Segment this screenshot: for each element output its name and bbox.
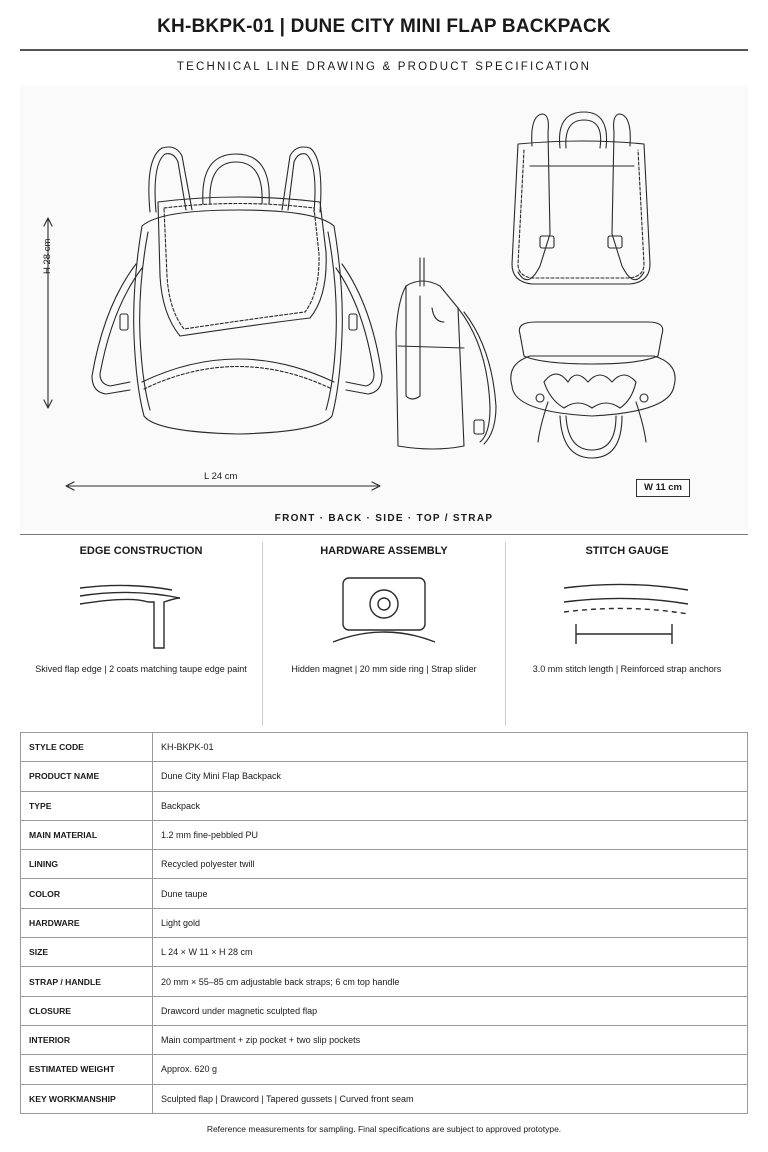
drawing-divider [20, 534, 748, 535]
table-row [21, 733, 748, 762]
side-view-drawing [396, 258, 496, 449]
table-row [21, 791, 748, 820]
table-row [21, 1055, 748, 1084]
spec-key: COLOR [21, 879, 153, 908]
page-subtitle: TECHNICAL LINE DRAWING & PRODUCT SPECIFICATION [176, 61, 592, 73]
stitch-gauge-icon [506, 574, 748, 654]
table-row [21, 938, 748, 967]
detail-title: STITCH GAUGE [585, 545, 669, 557]
back-view-drawing [512, 112, 650, 284]
length-dimension [66, 482, 380, 490]
spec-value: Drawcord under magnetic sculpted flap [153, 996, 748, 1025]
spec-key: TYPE [21, 791, 153, 820]
title-divider [20, 49, 748, 51]
detail-caption: Hidden magnet | 20 mm side ring | Strap slider [291, 664, 477, 674]
table-row [21, 1084, 748, 1113]
top-view-drawing [511, 322, 675, 458]
height-dimension-label: H 28 cm [42, 238, 53, 274]
detail-title: EDGE CONSTRUCTION [79, 545, 203, 557]
spec-value: Sculpted flap | Drawcord | Tapered gussets | Curved front seam [153, 1084, 748, 1113]
spec-value: Backpack [153, 791, 748, 820]
detail-edge-construction [20, 542, 262, 726]
spec-key: STRAP / HANDLE [21, 967, 153, 996]
table-row [21, 762, 748, 791]
detail-stitch-gauge [506, 542, 748, 726]
spec-value: Dune taupe [153, 879, 748, 908]
table-row [21, 820, 748, 849]
spec-value: L 24 × W 11 × H 28 cm [153, 938, 748, 967]
spec-key: HARDWARE [21, 908, 153, 937]
spec-key: SIZE [21, 938, 153, 967]
spec-value: Light gold [153, 908, 748, 937]
page-title: KH-BKPK-01 | DUNE CITY MINI FLAP BACKPACK [157, 16, 611, 37]
spec-value: KH-BKPK-01 [153, 733, 748, 762]
edge-cross-section-icon [20, 574, 262, 654]
table-row [21, 908, 748, 937]
spec-key: PRODUCT NAME [21, 762, 153, 791]
spec-key: MAIN MATERIAL [21, 820, 153, 849]
detail-caption: 3.0 mm stitch length | Reinforced strap anchors [532, 664, 722, 674]
spec-value: Recycled polyester twill [153, 850, 748, 879]
table-row [21, 1025, 748, 1054]
spec-value: 1.2 mm fine-pebbled PU [153, 820, 748, 849]
spec-table [20, 732, 748, 1114]
spec-key: KEY WORKMANSHIP [21, 1084, 153, 1113]
detail-caption: Skived flap edge | 2 coats matching taupe edge paint [35, 664, 247, 674]
front-view-drawing [92, 147, 382, 434]
table-row [21, 850, 748, 879]
spec-key: INTERIOR [21, 1025, 153, 1054]
table-row [21, 879, 748, 908]
technical-drawing-panel [20, 86, 748, 530]
width-dimension-label: W 11 cm [636, 479, 690, 497]
length-dimension-label: L 24 cm [204, 471, 238, 482]
detail-hardware-assembly [263, 542, 505, 726]
spec-value: Approx. 620 g [153, 1055, 748, 1084]
table-row [21, 967, 748, 996]
spec-value: Main compartment + zip pocket + two slip pockets [153, 1025, 748, 1054]
spec-value: Dune City Mini Flap Backpack [153, 762, 748, 791]
detail-title: HARDWARE ASSEMBLY [320, 545, 448, 557]
magnet-hardware-icon [263, 574, 505, 654]
spec-key: STYLE CODE [21, 733, 153, 762]
spec-value: 20 mm × 55–85 cm adjustable back straps; 6 cm top handle [153, 967, 748, 996]
spec-key: ESTIMATED WEIGHT [21, 1055, 153, 1084]
spec-key: CLOSURE [21, 996, 153, 1025]
footnote: Reference measurements for sampling. Final specifications are subject to approved prototype. [206, 1124, 562, 1134]
views-caption: FRONT · BACK · SIDE · TOP / STRAP [274, 513, 494, 524]
table-row [21, 996, 748, 1025]
spec-key: LINING [21, 850, 153, 879]
